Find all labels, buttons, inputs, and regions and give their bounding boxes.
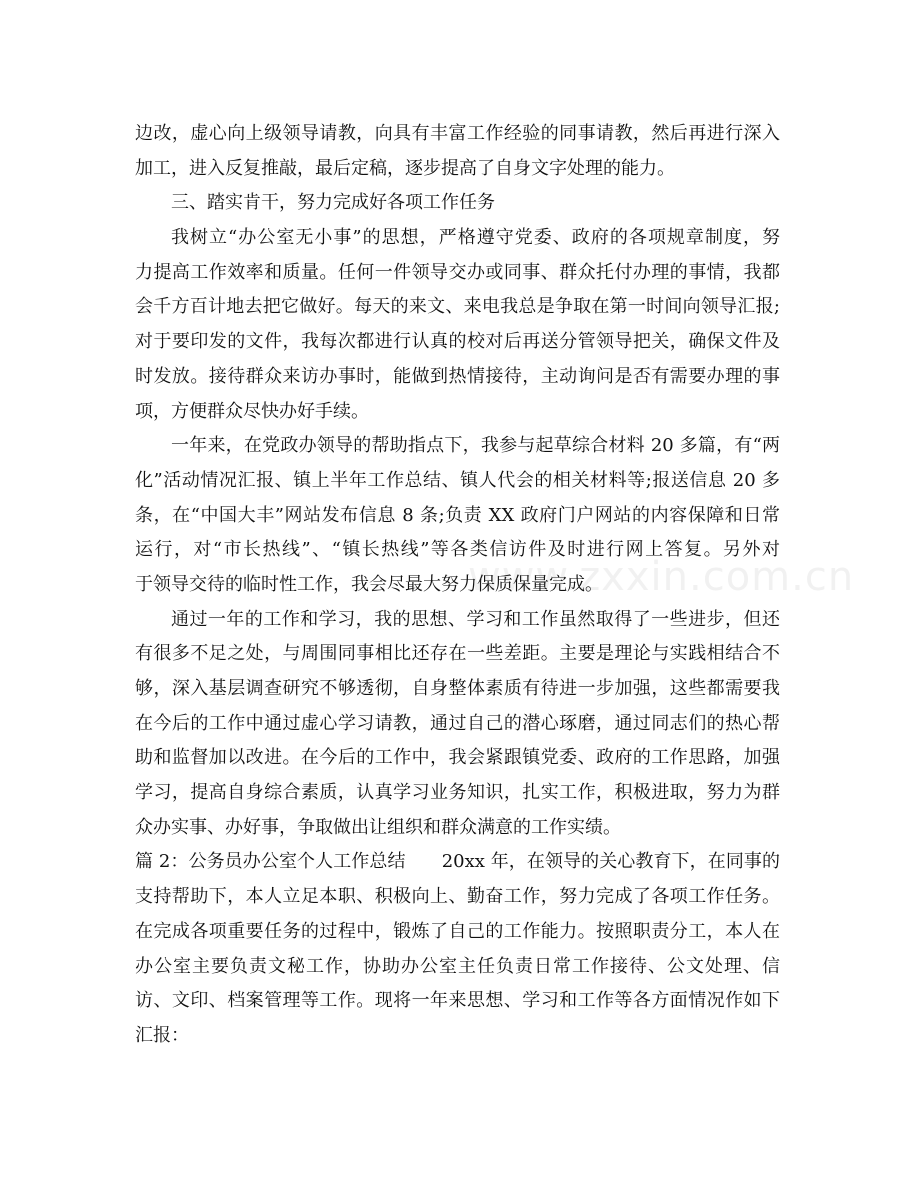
text-line: 在完成各项重要任务的过程中，锻炼了自己的工作能力。按照职责分工，本人在 bbox=[135, 920, 780, 942]
paragraph-first-line: 通过一年的工作和学习，我的思想、学习和工作虽然取得了一些进步，但还 bbox=[171, 608, 780, 630]
section-heading: 三、踏实肯干，努力完成好各项工作任务 bbox=[171, 192, 495, 214]
text-line: 在今后的工作中通过虚心学习请教，通过自己的潜心琢磨，通过同志们的热心帮 bbox=[135, 712, 780, 734]
text-line: 支持帮助下，本人立足本职、积极向上、勤奋工作，努力完成了各项工作任务。 bbox=[135, 886, 780, 908]
paragraph-first-line: 一年来，在党政办领导的帮助指点下，我参与起草综合材料 20 多篇，有“两 bbox=[171, 435, 780, 457]
text-line: 于领导交待的临时性工作，我会尽最大努力保质保量完成。 bbox=[135, 573, 603, 595]
text-line: 项，方便群众尽快办好手续。 bbox=[135, 400, 369, 422]
text-line: 力提高工作效率和质量。任何一件领导交办或同事、群众托付办理的事情，我都 bbox=[135, 261, 780, 283]
text-line: 边改，虚心向上级领导请教，向具有丰富工作经验的同事请教，然后再进行深入 bbox=[135, 123, 780, 144]
text-line: 有很多不足之处，与周围同事相比还存在一些差距。主要是理论与实践相结合不 bbox=[135, 643, 780, 665]
text-line: 化”活动情况汇报、镇上半年工作总结、镇人代会的相关材料等;报送信息 20 多 bbox=[135, 469, 780, 491]
text-line: 对于要印发的文件，我每次都进行认真的校对后再送分管领导把关，确保文件及 bbox=[135, 331, 780, 353]
text-line: 时发放。接待群众来访办事时，能做到热情接待，主动询问是否有需要办理的事 bbox=[135, 365, 780, 387]
text-line: 条，在“中国大丰”网站发布信息 8 条;负责 XX 政府门户网站的内容保障和日常 bbox=[135, 504, 780, 526]
text-line: 加工，进入反复推敲，最后定稿，逐步提高了自身文字处理的能力。 bbox=[135, 157, 675, 179]
text-line: 访、文印、档案管理等工作。现将一年来思想、学习和工作等各方面情况作如下 bbox=[135, 990, 780, 1012]
text-line: 众办实事、办好事，争取做出让组织和群众满意的工作实绩。 bbox=[135, 816, 621, 838]
text-line: 办公室主要负责文秘工作，协助办公室主任负责日常工作接待、公文处理、信 bbox=[135, 955, 780, 977]
text-line: 够，深入基层调查研究不够透彻，自身整体素质有待进一步加强，这些都需要我 bbox=[135, 678, 780, 699]
text-line: 会千方百计地去把它做好。每天的来文、来电我总是争取在第一时间向领导汇报; bbox=[135, 296, 780, 318]
text-line: 助和监督加以改进。在今后的工作中，我会紧跟镇党委、政府的工作思路，加强 bbox=[135, 747, 780, 769]
text-line: 学习，提高自身综合素质，认真学习业务知识，扎实工作，积极进取，努力为群 bbox=[135, 782, 780, 804]
paragraph-first-line: 我树立“办公室无小事”的思想，严格遵守党委、政府的各项规章制度，努 bbox=[171, 227, 780, 249]
article-heading-line: 篇 2：公务员办公室个人工作总结 20xx 年，在领导的关心教育下，在同事的 bbox=[135, 851, 780, 873]
text-line: 运行，对“市长热线”、“镇长热线”等各类信访件及时进行网上答复。另外对 bbox=[135, 539, 780, 561]
watermark: www.zxxin.com.cn bbox=[468, 554, 855, 600]
text-line: 汇报： bbox=[135, 1024, 189, 1046]
